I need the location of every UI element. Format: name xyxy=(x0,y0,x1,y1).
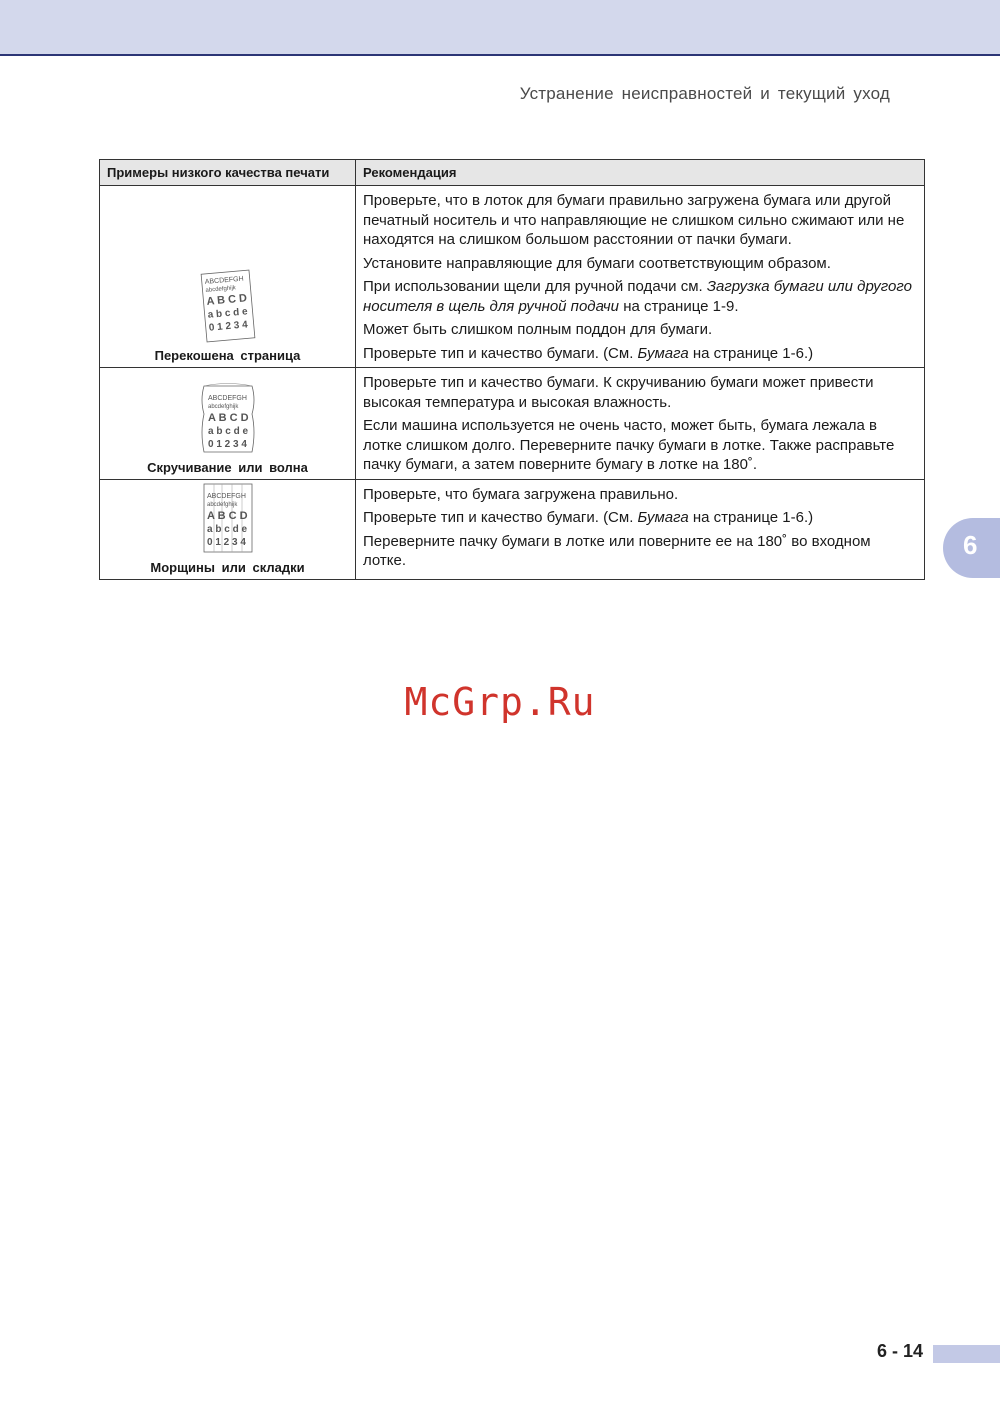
chapter-tab xyxy=(943,518,1000,578)
sample-cell xyxy=(100,368,356,480)
recommendation-text: При использовании щели для ручной подачи см. Загрузка бумаги или другого носителя в щель для ручной подачи на странице 1-9. xyxy=(363,278,912,315)
svg-text:abcdefghijk: abcdefghijk xyxy=(207,403,238,410)
recommendation-text: Проверьте тип и качество бумаги. К скручиванию бумаги может привести высокая температура и высокая влажность. xyxy=(363,374,874,411)
sample-cell xyxy=(100,186,356,368)
table-row xyxy=(100,186,925,368)
recommendation-text: Переверните пачку бумаги в лотке или поверните ее на 180˚ во входном лотке. xyxy=(363,532,871,569)
recommendation-text: Установите направляющие для бумаги соответствующим образом. xyxy=(363,254,831,272)
svg-text:A B C D: A B C D xyxy=(206,509,248,522)
sample-caption: Скручивание или волна xyxy=(147,459,308,475)
recommendation-text: Проверьте тип и качество бумаги. (См. Бумага на странице 1-6.) xyxy=(363,344,814,362)
page-number: 6 - 14 xyxy=(876,1341,923,1361)
svg-text:0 1 2 3 4: 0 1 2 3 4 xyxy=(207,438,247,450)
sample-caption: Морщины или складки xyxy=(150,559,305,575)
recommendation-text: Может быть слишком полным поддон для бумаги. xyxy=(363,321,713,338)
recommendation-cell xyxy=(356,368,925,480)
svg-text:0 1 2 3 4: 0 1 2 3 4 xyxy=(207,319,248,334)
table-row xyxy=(100,368,925,480)
svg-text:ABCDEFGH: ABCDEFGH xyxy=(204,275,244,286)
svg-text:abcdefghijk: abcdefghijk xyxy=(206,501,237,508)
chapter-number: 6 xyxy=(963,530,978,560)
watermark: McGrp.Ru xyxy=(404,680,596,724)
recommendation-text: Проверьте тип и качество бумаги. (См. Бумага на странице 1-6.) xyxy=(363,509,814,526)
quality-table xyxy=(99,159,925,580)
col-header-examples: Примеры низкого качества печати xyxy=(100,160,356,186)
svg-text:ABCDEFGH: ABCDEFGH xyxy=(207,394,247,402)
header-band xyxy=(0,0,1000,56)
recommendation-cell xyxy=(356,186,925,368)
sample-caption: Перекошена страница xyxy=(154,348,301,363)
table-row xyxy=(100,479,925,579)
svg-text:A B C D: A B C D xyxy=(205,292,247,308)
recommendation-text: Проверьте, что в лоток для бумаги правильно загружена бумага или другой печатный носитель и что направляющие не слишком сильно сжимают или не находятся на слишком большом расстоянии от пачки бумаги. xyxy=(363,192,905,248)
svg-text:abcdefghijk: abcdefghijk xyxy=(204,285,236,294)
sample-cell xyxy=(100,479,356,579)
col-header-recommendation: Рекомендация xyxy=(356,160,925,186)
curled-page-illustration xyxy=(196,380,260,456)
svg-text:a b c d e: a b c d e xyxy=(207,425,248,437)
svg-text:a b c d e: a b c d e xyxy=(206,523,247,535)
page-number-bar xyxy=(933,1345,1000,1363)
paper-reference: Бумага xyxy=(637,509,689,526)
svg-text:A B C D: A B C D xyxy=(207,411,249,424)
table-header-row xyxy=(100,160,925,186)
recommendation-cell xyxy=(356,479,925,579)
skewed-page-illustration xyxy=(198,268,258,344)
manual-feed-reference: Загрузка бумаги или другого носителя в щель для ручной подачи xyxy=(363,278,912,315)
svg-text:a b c d e: a b c d e xyxy=(206,306,248,321)
paper-reference: Бумага xyxy=(637,344,689,362)
wrinkled-page-illustration xyxy=(198,480,258,556)
svg-text:ABCDEFGH: ABCDEFGH xyxy=(206,492,246,500)
recommendation-text: Проверьте, что бумага загружена правильно. xyxy=(363,485,679,503)
page-header-title: Устранение неисправностей и текущий уход xyxy=(519,84,890,103)
recommendation-text: Если машина используется не очень часто, может быть, бумага лежала в лотке слишком долго. Переверните пачку бумаги в лотке. Также расправьте пачку бумаги, а затем поверните бумагу в лотке на 180˚. xyxy=(363,417,895,473)
svg-text:0 1 2 3 4: 0 1 2 3 4 xyxy=(206,536,246,548)
